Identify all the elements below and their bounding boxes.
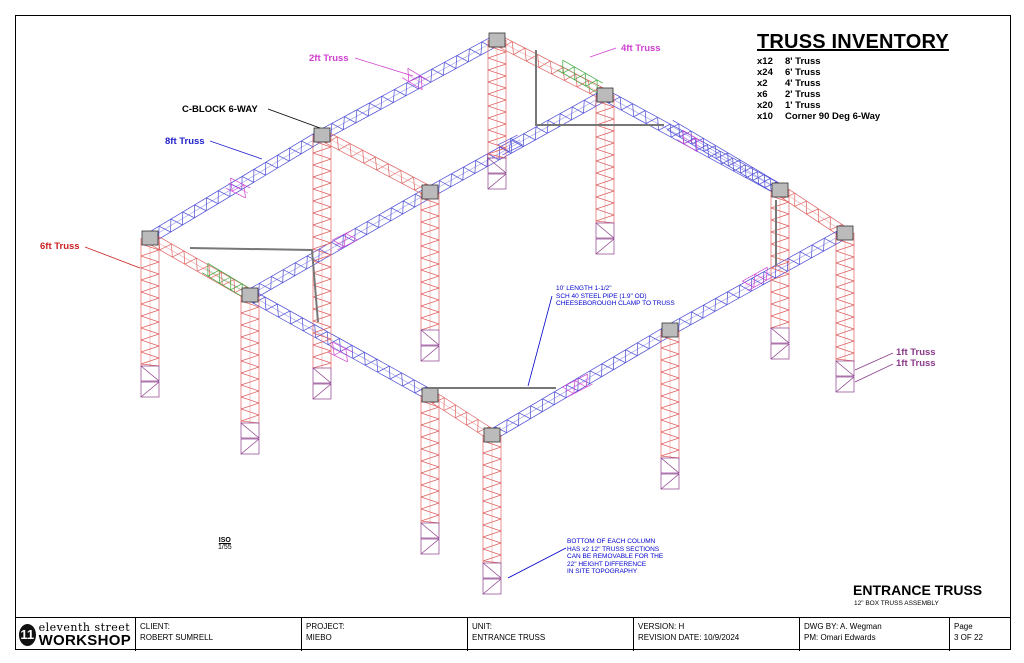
steel-pipe [190,248,318,322]
truss-8ft [427,90,607,197]
pipe-note: 10' LENGTH 1-1/2" SCH 40 STEEL PIPE (1.9" OD) CHEESEBOROUGH CLAMP TO TRUSS [556,285,675,307]
truss-column [596,95,614,254]
truss-column [771,190,789,359]
corner-block [597,88,613,102]
truss-6ft [319,130,432,197]
leader-6ft [85,247,140,268]
view-label: ISO 1/55 [218,537,232,551]
truss-2ft [562,374,592,397]
leader-1ft-b [855,364,893,382]
inventory-row: x24 6' Truss [757,67,821,78]
unit-cell: UNIT: ENTRANCE TRUSS [468,618,634,651]
inventory-row: x12 8' Truss [757,56,821,67]
sheet-title: ENTRANCE TRUSS [853,582,983,598]
leader-pipe-note [528,296,552,386]
label-4ft-truss: 4ft Truss [621,43,661,54]
truss-column [661,330,679,489]
truss-column [141,238,159,397]
label-1ft-truss-b: 1ft Truss [896,358,936,369]
truss-6ft [147,233,252,300]
corner-block [837,226,853,240]
corner-block [422,388,438,402]
label-1ft-truss-a: 1ft Truss [896,347,936,358]
truss-column [313,135,331,399]
truss-column [421,192,439,361]
inventory-row: x10 Corner 90 Deg 6-Way [757,111,881,122]
truss-8ft [667,228,847,335]
inventory-row: x20 1' Truss [757,100,821,111]
project-cell: PROJECT: MIEBO [302,618,468,651]
label-6ft-truss: 6ft Truss [40,241,80,252]
title-block [15,617,1011,651]
corner-block [422,185,438,199]
corner-block [314,128,330,142]
truss-8ft [247,187,432,300]
truss-8ft [319,35,499,140]
truss-2ft [402,68,428,89]
truss-6ft [495,35,608,100]
page-cell: Page 3 OF 22 [954,622,983,642]
version-cell: VERSION: H REVISION DATE: 10/9/2024 [634,618,800,651]
truss-column [836,233,854,392]
truss-8ft [498,135,523,155]
inventory-row: x2 4' Truss [757,78,821,89]
leader-1ft-a [855,353,893,370]
truss-8ft [147,130,325,242]
truss-2ft [226,178,251,198]
truss-column [421,395,439,554]
truss-column [483,435,501,594]
label-2ft-truss: 2ft Truss [309,53,349,64]
leader-column-note [508,548,566,578]
label-8ft-truss: 8ft Truss [165,136,205,147]
leader-cblock [268,109,320,128]
truss-8ft [489,325,673,439]
inventory-title: TRUSS INVENTORY [757,31,949,53]
drawn-by-cell: DWG BY: A. Wegman PM: Omari Edwards [800,618,950,651]
corner-block [772,183,788,197]
leader-8ft [210,141,262,159]
client-cell: CLIENT: ROBERT SUMRELL [136,618,302,651]
truss-column [241,295,259,454]
corner-block [142,231,158,245]
corner-block [662,323,678,337]
inventory-row: x6 2' Truss [757,89,821,100]
company-logo: 11 eleventh street WORKSHOP [15,618,136,651]
leader-2ft [355,58,413,76]
truss-8ft [247,290,432,400]
corner-block [489,33,505,47]
truss-column [488,40,506,189]
column-note: BOTTOM OF EACH COLUMN HAS x2 12" TRUSS SECTIONS CAN BE REMOVABLE FOR THE 22" HEIGHT DIFFERENCE IN SITE TOPOGRAPHY [567,538,664,575]
corner-block [242,288,258,302]
corner-block [484,428,500,442]
sheet-subtitle: 12" BOX TRUSS ASSEMBLY [854,600,939,607]
label-cblock: C-BLOCK 6-WAY [182,104,258,115]
leader-4ft [590,48,616,57]
logo-mark: 11 [19,624,36,646]
